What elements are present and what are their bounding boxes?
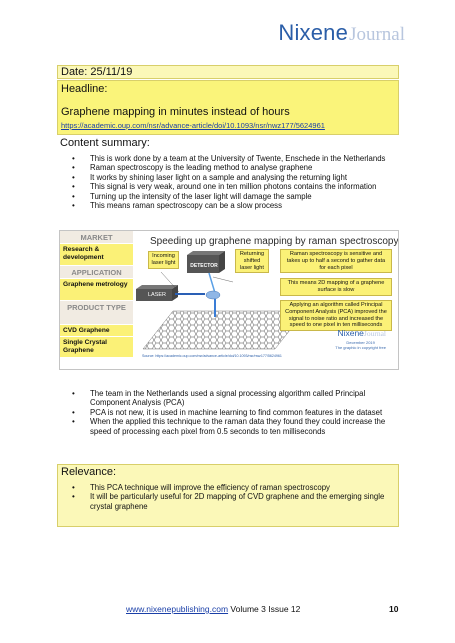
- market-heading: MARKET: [60, 231, 133, 244]
- footer-website-link[interactable]: www.nixenepublishing.com: [126, 604, 229, 614]
- list-item: • This signal is very weak, around one in ten million photons contains the information: [70, 182, 400, 191]
- figure-logo: [337, 329, 386, 338]
- list-item: • Turning up the intensity of the laser light will damage the sample: [70, 192, 400, 201]
- date-line: Date: 25/11/19: [57, 65, 399, 79]
- list-item: • The team in the Netherlands used a signal processing algorithm called Principal Component Analysis (PCA): [70, 389, 400, 408]
- product-value-single-crystal: Single Crystal Graphene: [60, 337, 133, 358]
- application-heading: APPLICATION: [60, 266, 133, 279]
- summary-list: [70, 154, 400, 210]
- product-value-cvd: CVD Graphene: [60, 325, 133, 337]
- footer-volume: Volume 3 Issue 12: [228, 604, 301, 614]
- headline-box: [57, 80, 399, 135]
- footer: [126, 604, 300, 614]
- figure-logo-brand: Nixene: [337, 328, 364, 338]
- product-type-heading: PRODUCT TYPE: [60, 301, 133, 325]
- market-value: Research & development: [60, 244, 133, 266]
- headline-link[interactable]: https://academic.oup.com/nsr/advance-article/doi/10.1093/nsr/nwz177/5624961: [61, 121, 325, 130]
- page-number: 10: [389, 604, 399, 614]
- list-item: • When the applied this technique to the raman data they found they could increase the speed of processing each pixel from 0.5 seconds to ten milliseconds: [70, 417, 400, 436]
- detector-unit: [187, 251, 225, 273]
- logo-brand: Nixene: [278, 20, 349, 45]
- list-item: • It works by shining laser light on a sample and analysing the returning light: [70, 173, 400, 182]
- figure-title: Speeding up graphene mapping by raman spectroscopy: [150, 236, 399, 247]
- list-item: • This means raman spectroscopy can be a slow process: [70, 201, 400, 210]
- headline-label: Headline:: [61, 83, 108, 95]
- figure-logo-suffix: Journal: [363, 329, 386, 338]
- relevance-box: [57, 464, 399, 527]
- callout-sensitivity: Raman spectroscopy is sensitive and takes up to half a second to gather data for each pixel: [280, 249, 392, 273]
- returning-pointer: [213, 277, 233, 282]
- figure-copyright-note: The graphic in copyright free: [335, 345, 386, 350]
- figure-logo-caption: [335, 340, 386, 350]
- laser-label: LASER: [147, 292, 167, 298]
- list-item: • It will be particularly useful for 2D mapping of CVD graphene and the emerging single crystal graphene: [70, 492, 390, 511]
- callout-pca: Applying an algorithm called Principal Component Analysis (PCA) improved the signal to noise ratio and increased the speed to one pixel in ten milliseconds: [280, 300, 392, 331]
- logo-suffix: Journal: [349, 24, 405, 45]
- application-value: Graphene metrology: [60, 279, 133, 301]
- journal-logo: [278, 22, 405, 44]
- list-item: • PCA is not new, it is used in machine learning to find common features in the dataset: [70, 408, 400, 417]
- figure-sidebar: [60, 231, 133, 370]
- returning-light-label: Returning shifted laser light: [235, 249, 269, 273]
- callout-slow-mapping: This means 2D mapping of a graphene surface is slow: [280, 278, 392, 296]
- relevance-list: [70, 483, 390, 511]
- incoming-light-label: Incoming laser light: [148, 251, 179, 269]
- details-list: [70, 389, 400, 436]
- list-item: • Raman spectroscopy is the leading method to analyse graphene: [70, 163, 400, 172]
- figure-source-link[interactable]: Source: https://academic.oup.com/nsr/advance-article/doi/10.1093/nsr/nwz177/5624961: [142, 354, 282, 358]
- figure-logo-date: December 2019: [346, 340, 375, 345]
- relevance-label: Relevance:: [61, 466, 117, 478]
- content-summary-label: Content summary:: [60, 137, 150, 149]
- list-item: • This is work done by a team at the University of Twente, Enschede in the Netherlands: [70, 154, 400, 163]
- list-item: • This PCA technique will improve the efficiency of raman spectroscopy: [70, 483, 390, 492]
- returning-beam: [209, 273, 215, 293]
- beam-splitter: [206, 291, 220, 299]
- headline-title: Graphene mapping in minutes instead of hours: [61, 106, 290, 118]
- infographic-figure: [59, 230, 399, 370]
- detector-label: DETECTOR: [190, 263, 218, 269]
